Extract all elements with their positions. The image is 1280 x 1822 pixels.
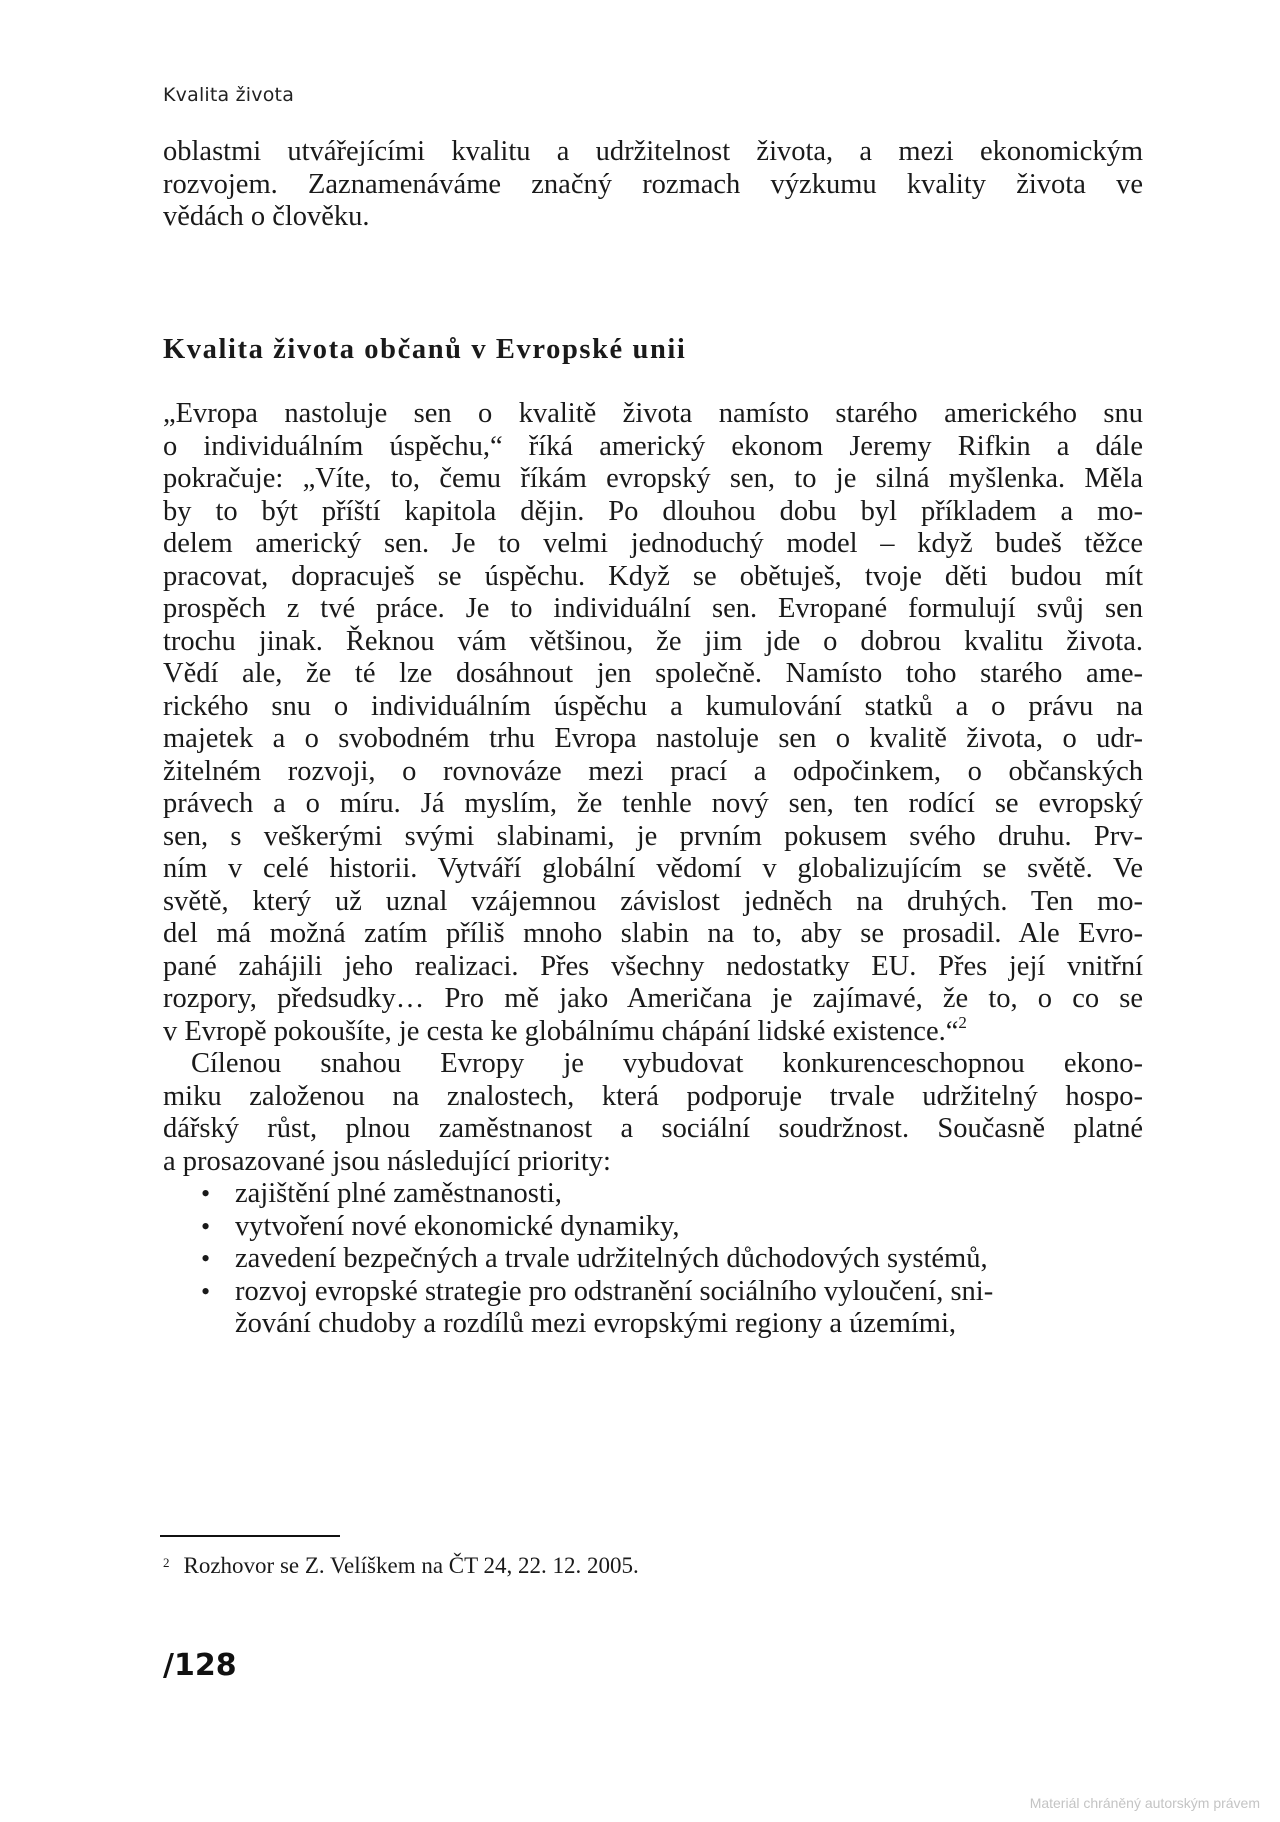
footnote (163, 1553, 639, 1579)
text-line: del má možná zatím příliš mnoho slabin na to, aby se prosadil. Ale Evro- (163, 918, 1143, 949)
priorities-list (163, 1178, 1143, 1341)
copyright-watermark: Materiál chráněný autorským právem (1029, 1795, 1260, 1811)
text-line: Vědí ale, že té lze dosáhnout jen společně. Namísto toho starého ame- (163, 658, 1143, 689)
bullet-icon: • (201, 1244, 211, 1273)
bullet-icon: • (201, 1179, 211, 1208)
text-line: a prosazované jsou následující priority: (163, 1145, 611, 1177)
text-line: rozpory, předsudky… Pro mě jako Američana je zajímavé, že to, o co se (163, 983, 1143, 1014)
list-item-text: rozvoj evropské strategie pro odstranění sociálního vyloučení, sni- (235, 1275, 994, 1307)
list-item (163, 1276, 1143, 1341)
footnote-text: Rozhovor se Z. Velíškem na ČT 24, 22. 12. 2005. (183, 1553, 639, 1578)
text-line: trochu jinak. Řeknou vám většinou, že jim jde o dobrou kvalitu života. (163, 625, 1143, 657)
text-line: žitelném rozvoji, o rovnováze mezi prací a odpočinkem, o občanských (163, 755, 1143, 787)
list-item (163, 1243, 1143, 1276)
list-item-text: vytvoření nové ekonomické dynamiky, (235, 1210, 680, 1242)
text-line: oblastmi utvářejícími kvalitu a udržitelnost života, a mezi ekonomickým (163, 136, 1143, 167)
list-item (163, 1211, 1143, 1244)
footnote-number: 2 (163, 1555, 170, 1570)
running-head: Kvalita života (163, 84, 295, 106)
text-line: světě, který už uznal vzájemnou závislost jedněch na druhých. Ten mo- (163, 885, 1143, 917)
text-line: rického snu o individuálním úspěchu a kumulování statků a o právu na (163, 690, 1143, 722)
section-heading: Kvalita života občanů v Evropské unii (163, 334, 687, 365)
text-line: dářský růst, plnou zaměstnanost a sociální soudržnost. Současně platné (163, 1113, 1143, 1144)
list-item (163, 1178, 1143, 1211)
text-line: pracovat, dopracuješ se úspěchu. Když se obětuješ, tvoje děti budou mít (163, 560, 1143, 592)
text-line: ním v celé historii. Vytváří globální vědomí v globalizujícím se světě. Ve (163, 853, 1143, 884)
bullet-icon: • (201, 1276, 211, 1306)
text-line: prospěch z tvé práce. Je to individuální sen. Evropané formulují svůj sen (163, 593, 1143, 624)
text-line (163, 1012, 1143, 1049)
text-line: Cílenou snahou Evropy je vybudovat konkurenceschopnou ekono- (191, 1048, 1143, 1079)
quote-last-line-text: v Evropě pokoušíte, je cesta ke globálnímu chápání lidské existence.“ (163, 1015, 959, 1047)
text-line: majetek a o svobodném trhu Evropa nastoluje sen o kvalitě života, o udr- (163, 723, 1143, 754)
page-number: /128 (163, 1648, 237, 1683)
text-line: vědách o člověku. (163, 201, 370, 232)
text-line: rozvojem. Zaznamenáváme značný rozmach výzkumu kvality života ve (163, 168, 1143, 200)
text-line: pané zahájili jeho realizaci. Přes všechny nedostatky EU. Přes její vnitřní (163, 950, 1143, 982)
footnote-reference[interactable]: 2 (958, 1012, 967, 1032)
list-item-text: žování chudoby a rozdílů mezi evropskými regiony a územími, (235, 1308, 957, 1339)
text-line: pokračuje: „Víte, to, čemu říkám evropský sen, to je silná myšlenka. Měla (163, 463, 1143, 494)
footnote-divider (160, 1535, 340, 1537)
list-item-text: zavedení bezpečných a trvale udržitelných důchodových systémů, (235, 1243, 988, 1274)
text-line: delem americký sen. Je to velmi jednoduchý model – když budeš těžce (163, 528, 1143, 559)
quote-paragraph (163, 398, 1143, 1341)
intro-paragraph (163, 136, 1143, 234)
text-line: právech a o míru. Já myslím, že tenhle nový sen, ten rodící se evropský (163, 788, 1143, 819)
text-line: sen, s veškerými svými slabinami, je prvním pokusem svého druhu. Prv- (163, 820, 1143, 852)
text-line: o individuálním úspěchu,“ říká americký ekonom Jeremy Rifkin a dále (163, 430, 1143, 462)
text-line: miku založenou na znalostech, která podporuje trvale udržitelný hospo- (163, 1080, 1143, 1112)
text-line: „Evropa nastoluje sen o kvalitě života namísto starého amerického snu (163, 398, 1143, 429)
list-item-text: zajištění plné zaměstnanosti, (235, 1178, 562, 1209)
text-line: by to být příští kapitola dějin. Po dlouhou dobu byl příkladem a mo- (163, 495, 1143, 527)
bullet-icon: • (201, 1211, 211, 1241)
